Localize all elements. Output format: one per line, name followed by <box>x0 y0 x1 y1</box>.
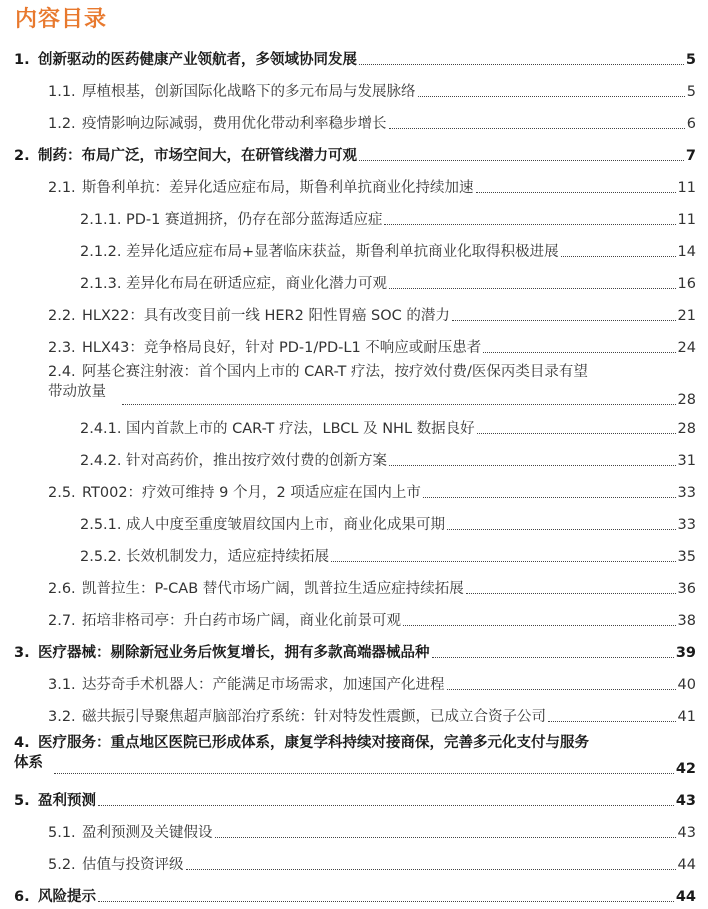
toc-entry[interactable] <box>0 477 708 503</box>
dot-leader <box>384 204 675 225</box>
entry-page: 7 <box>685 148 696 164</box>
toc-entry[interactable] <box>0 268 708 294</box>
dot-leader <box>418 76 685 97</box>
dot-leader <box>476 172 676 193</box>
dot-leader <box>389 268 676 289</box>
entry-page: 43 <box>677 825 696 841</box>
entry-page: 33 <box>677 485 696 501</box>
toc-entry-leader-row <box>52 753 708 779</box>
toc-entry[interactable] <box>0 108 708 134</box>
toc-entry[interactable] <box>0 44 708 70</box>
entry-number: 4. <box>14 735 30 751</box>
dot-leader <box>389 108 685 129</box>
entry-text: 国内首款上市的 CAR-T 疗法，LBCL 及 NHL 数据良好 <box>126 421 475 437</box>
dot-leader <box>548 701 676 722</box>
entry-number: 2.1.1. <box>80 212 122 228</box>
toc-entry[interactable] <box>0 817 708 843</box>
entry-number: 2.5.1. <box>80 517 122 533</box>
entry-page: 11 <box>677 180 696 196</box>
entry-page: 14 <box>677 244 696 260</box>
entry-text: 疫情影响边际减弱，费用优化带动利率稳步增长 <box>82 116 387 132</box>
entry-number: 5. <box>14 793 30 809</box>
entry-page: 5 <box>685 52 696 68</box>
entry-page: 35 <box>677 549 696 565</box>
dot-leader <box>215 817 676 838</box>
entry-page: 43 <box>675 793 696 809</box>
entry-text-continued: 体系 <box>14 755 43 771</box>
toc-entry[interactable] <box>0 445 708 471</box>
entry-page: 6 <box>686 116 696 132</box>
entry-number: 2.7. <box>48 613 76 629</box>
entry-number: 2.6. <box>48 581 76 597</box>
dot-leader <box>423 477 676 498</box>
dot-leader <box>452 300 676 321</box>
entry-page: 41 <box>677 709 696 725</box>
dot-leader <box>54 753 674 774</box>
entry-number: 2.4.1. <box>80 421 122 437</box>
toc-entry[interactable] <box>0 701 708 727</box>
entry-text: 盈利预测及关键假设 <box>82 825 213 841</box>
entry-text: RT002：疗效可维持 9 个月，2 项适应症在国内上市 <box>82 485 421 501</box>
toc-entry[interactable] <box>0 573 708 599</box>
entry-number: 2.4. <box>48 364 76 380</box>
toc-entry[interactable] <box>0 509 708 535</box>
entry-number: 2. <box>14 148 30 164</box>
entry-text: 医疗器械：剔除新冠业务后恢复增长，拥有多款高端器械品种 <box>38 645 430 661</box>
entry-text: HLX43：竞争格局良好，针对 PD-1/PD-L1 不响应或耐压患者 <box>82 340 482 356</box>
entry-number: 2.4.2. <box>80 453 122 469</box>
entry-page: 36 <box>677 581 696 597</box>
entry-number: 2.2. <box>48 308 76 324</box>
dot-leader <box>432 637 674 658</box>
entry-page: 40 <box>677 677 696 693</box>
entry-page: 44 <box>677 857 696 873</box>
entry-number: 1.1. <box>48 84 76 100</box>
dot-leader <box>98 881 674 902</box>
entry-text: 估值与投资评级 <box>82 857 184 873</box>
toc-entry[interactable] <box>0 204 708 230</box>
entry-number: 2.1. <box>48 180 76 196</box>
toc-entry[interactable] <box>0 332 708 358</box>
entry-text: 成人中度至重度皱眉纹国内上市，商业化成果可期 <box>126 517 445 533</box>
entry-text: 针对高药价，推出按疗效付费的创新方案 <box>126 453 387 469</box>
entry-number: 2.1.2. <box>80 244 122 260</box>
entry-page: 21 <box>677 308 696 324</box>
entry-number: 5.1. <box>48 825 76 841</box>
dot-leader <box>186 849 676 870</box>
dot-leader <box>447 509 676 530</box>
entry-text: 差异化适应症布局+显著临床获益，斯鲁利单抗商业化取得积极进展 <box>126 244 559 260</box>
toc-entry[interactable] <box>0 881 708 907</box>
entry-page: 11 <box>677 212 696 228</box>
dot-leader <box>466 573 676 594</box>
entry-number: 1. <box>14 52 30 68</box>
toc-entry-line1[interactable] <box>0 362 708 382</box>
toc-entry[interactable] <box>0 140 708 166</box>
entry-page: 31 <box>677 453 696 469</box>
dot-leader <box>389 445 676 466</box>
entry-text: HLX22：具有改变目前一线 HER2 阳性胃癌 SOC 的潜力 <box>82 308 450 324</box>
entry-text: 制药：布局广泛，市场空间大，在研管线潜力可观 <box>38 148 357 164</box>
entry-text: 厚植根基，创新国际化战略下的多元布局与发展脉络 <box>82 84 416 100</box>
toc-entry[interactable] <box>0 172 708 198</box>
entry-text: 凯普拉生：P-CAB 替代市场广阔，凯普拉生适应症持续拓展 <box>82 581 464 597</box>
toc-entry[interactable] <box>0 236 708 262</box>
dot-leader <box>477 413 676 434</box>
dot-leader <box>561 236 676 257</box>
toc-entry[interactable] <box>0 413 708 439</box>
entry-page: 5 <box>686 84 696 100</box>
dot-leader <box>98 785 674 806</box>
entry-number: 2.5.2. <box>80 549 122 565</box>
entry-text-continued: 带动放量 <box>48 384 106 400</box>
toc-entry[interactable] <box>0 785 708 811</box>
dot-leader <box>359 44 684 65</box>
entry-text: 磁共振引导聚焦超声脑部治疗系统：针对特发性震颤，已成立合资子公司 <box>82 709 546 725</box>
toc-entry[interactable] <box>0 605 708 631</box>
dot-leader <box>483 332 675 353</box>
entry-text: 拓培非格司亭：升白药市场广阔，商业化前景可观 <box>82 613 401 629</box>
entry-number: 1.2. <box>48 116 76 132</box>
entry-page: 39 <box>675 645 696 661</box>
entry-number: 2.5. <box>48 485 76 501</box>
entry-number: 2.1.3. <box>80 276 122 292</box>
dot-leader <box>447 669 676 690</box>
entry-text: 差异化布局在研适应症，商业化潜力可观 <box>126 276 387 292</box>
toc-entry-line1[interactable] <box>0 733 708 753</box>
toc-entry[interactable] <box>0 849 708 875</box>
entry-text: 风险提示 <box>38 889 96 905</box>
entry-text: PD-1 赛道拥挤，仍存在部分蓝海适应症 <box>126 212 383 228</box>
entry-page: 24 <box>677 340 696 356</box>
toc-entry[interactable] <box>0 541 708 567</box>
entry-page: 38 <box>677 613 696 629</box>
entry-number: 3.1. <box>48 677 76 693</box>
entry-number: 2.3. <box>48 340 76 356</box>
entry-page: 28 <box>677 421 696 437</box>
dot-leader <box>331 541 676 562</box>
entry-page: 42 <box>675 761 696 777</box>
entry-text: 创新驱动的医药健康产业领航者，多领域协同发展 <box>38 52 357 68</box>
entry-text: 阿基仑赛注射液：首个国内上市的 CAR-T 疗法，按疗效付费/医保丙类目录有望 <box>82 364 588 380</box>
entry-text: 斯鲁利单抗：差异化适应症布局，斯鲁利单抗商业化持续加速 <box>82 180 474 196</box>
entry-page: 28 <box>677 392 696 408</box>
dot-leader <box>122 384 676 405</box>
dot-leader <box>359 140 684 161</box>
toc-entry-leader-row <box>120 384 708 410</box>
entry-number: 6. <box>14 889 30 905</box>
toc-title: 内容目录 <box>15 7 108 32</box>
entry-number: 3.2. <box>48 709 76 725</box>
dot-leader <box>403 605 676 626</box>
entry-text: 达芬奇手术机器人：产能满足市场需求，加速国产化进程 <box>82 677 445 693</box>
entry-text: 盈利预测 <box>38 793 96 809</box>
toc-entry[interactable] <box>0 637 708 663</box>
entry-text: 长效机制发力，适应症持续拓展 <box>126 549 329 565</box>
toc-entry[interactable] <box>0 300 708 326</box>
entry-number: 5.2. <box>48 857 76 873</box>
toc-entry[interactable] <box>0 669 708 695</box>
entry-page: 44 <box>675 889 696 905</box>
entry-page: 33 <box>677 517 696 533</box>
entry-number: 3. <box>14 645 30 661</box>
toc-entry[interactable] <box>0 76 708 102</box>
entry-page: 16 <box>677 276 696 292</box>
entry-text: 医疗服务：重点地区医院已形成体系，康复学科持续对接商保，完善多元化支付与服务 <box>38 735 589 751</box>
